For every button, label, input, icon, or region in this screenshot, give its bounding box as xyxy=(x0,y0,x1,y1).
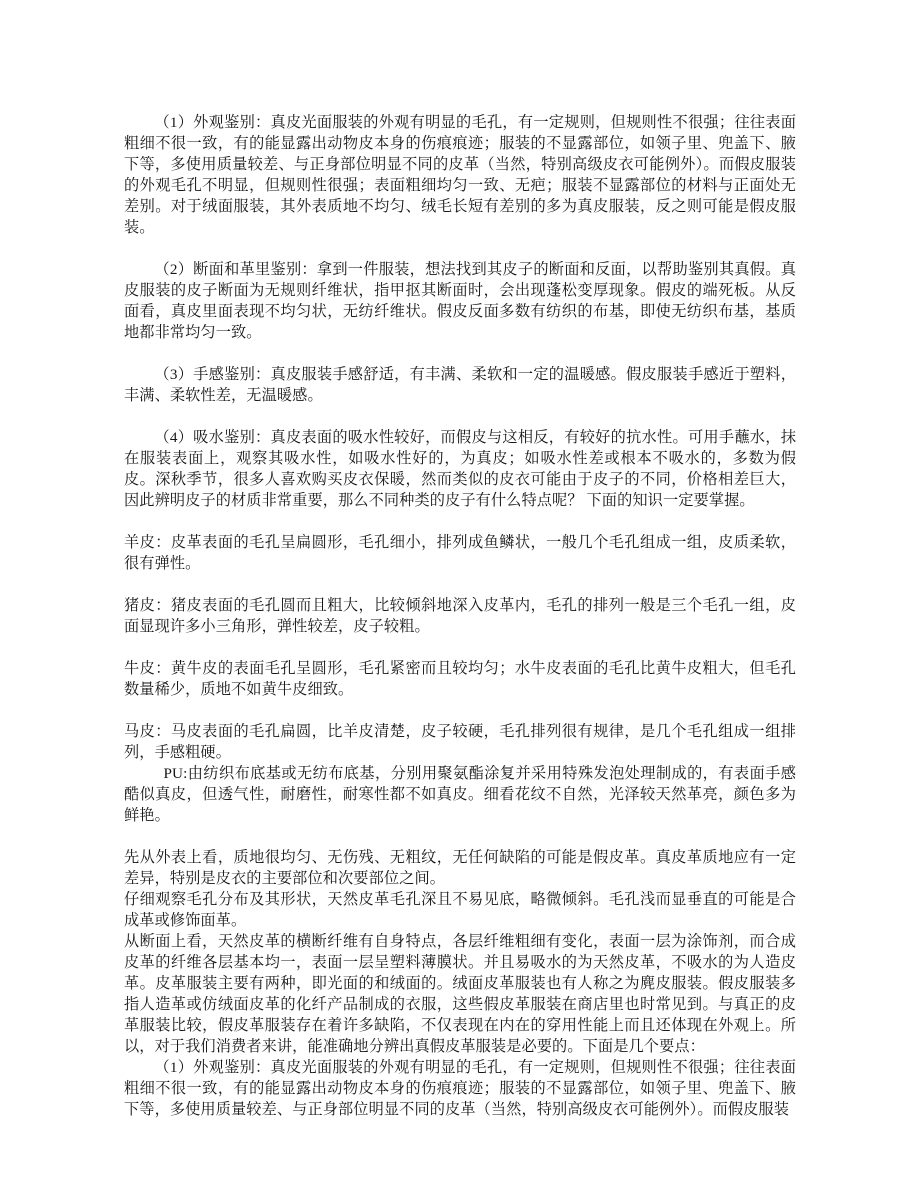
paragraph-p4-water: （4）吸水鉴别：真皮表面的吸水性较好，而假皮与这相反，有较好的抗水性。可用手蘸水，抹在服装表面上，观察其吸水性，如吸水性好的，为真皮；如吸水性差或根本不吸水的，多数为假皮。深秋季节，很多人喜欢购买皮衣保暖，然而类似的皮衣可能由于皮子的不同，价格相差巨大，因此辨明皮子的材质非常重要，那么不同种类的皮子有什么特点呢？ 下面的知识一定要掌握。 xyxy=(124,429,796,509)
paragraph-p10-appearance-check: 先从外表上看，质地很均匀、无伤残、无粗纹，无任何缺陷的可能是假皮革。真皮革质地应有一定差异，特别是皮衣的主要部位和次要部位之间。 xyxy=(124,849,796,887)
paragraph-p6-pig: 猪皮：猪皮表面的毛孔圆而且粗大，比较倾斜地深入皮革内，毛孔的排列一般是三个毛孔一组，皮面显现许多小三角形，弹性较差，皮子较粗。 xyxy=(124,597,796,635)
paragraph-p5-sheep: 羊皮：皮革表面的毛孔呈扁圆形，毛孔细小，排列成鱼鳞状，一般几个毛孔组成一组，皮质柔软，很有弹性。 xyxy=(124,534,796,572)
paragraph-spacer xyxy=(124,826,796,847)
paragraph-p7-cow: 牛皮：黄牛皮的表面毛孔呈圆形，毛孔紧密而且较均匀；水牛皮表面的毛孔比黄牛皮粗大，但毛孔数量稀少，质地不如黄牛皮细致。 xyxy=(124,660,796,698)
paragraph-p9-pu: PU:由纺织布底基或无纺布底基，分别用聚氨酯涂复并采用特殊发泡处理制成的，有表面手感酷似真皮，但透气性，耐磨性，耐寒性都不如真皮。细看花纹不自然，光泽较天然革亮，颜色多为鲜艳。 xyxy=(124,765,796,824)
paragraph-spacer xyxy=(124,637,796,658)
paragraph-p1-appearance: （1）外观鉴别：真皮光面服装的外观有明显的毛孔，有一定规则，但规则性不很强；往往表面粗细不很一致，有的能显露出动物皮本身的伤痕痕迹；服装的不显露部位，如领子里、兜盖下、腋下等，多使用质量较差、与正身部位明显不同的皮革（当然，特别高级皮衣可能例外）。而假皮服装的外观毛孔不明显，但规则性很强；表面粗细均匀一致、无疤；服装不显露部位的材料与正面处无差别。对于绒面服装，其外表质地不均匀、绒毛长短有差别的多为真皮服装，反之则可能是假皮服装。 xyxy=(124,114,796,236)
document-text-body xyxy=(124,112,796,1120)
paragraph-p11-pores: 仔细观察毛孔分布及其形状，天然皮革毛孔深且不易见底，略微倾斜。毛孔浅而显垂直的可能是合成革或修饰面革。 xyxy=(124,891,796,929)
paragraph-spacer xyxy=(124,511,796,532)
paragraph-spacer xyxy=(124,574,796,595)
paragraph-p2-section-lining: （2）断面和革里鉴别：拿到一件服装，想法找到其皮子的断面和反面，以帮助鉴别其真假。真皮服装的皮子断面为无规则纤维状，指甲抠其断面时，会出现蓬松变厚现象。假皮的端死板。从反面看，真皮里面表现不均匀状，无纺纤维状。假皮反面多数有纺织的布基，即使无纺织布基，基质地都非常均匀一致。 xyxy=(124,261,796,341)
paragraph-spacer xyxy=(124,238,796,259)
paragraph-p12-cross-section: 从断面上看，天然皮革的横断纤维有自身特点，各层纤维粗细有变化，表面一层为涂饰剂，而合成皮革的纤维各层基本均一，表面一层呈塑料薄膜状。并且易吸水的为天然皮革，不吸水的为人造皮革。皮革服装主要有两种，即光面的和绒面的。绒面皮革服装也有人称之为麂皮服装。假皮服装多指人造革或仿绒面皮革的化纤产品制成的衣服，这些假皮革服装在商店里也时常见到。与真正的皮革服装比较，假皮革服装存在着许多缺陷，不仅表现在内在的穿用性能上而且还体现在外观上。所以，对于我们消费者来讲，能准确地分辨出真假皮革服装是必要的。下面是几个要点： xyxy=(124,933,796,1055)
paragraph-spacer xyxy=(124,343,796,364)
paragraph-p13-appearance-repeat: （1）外观鉴别：真皮光面服装的外观有明显的毛孔，有一定规则，但规则性不很强；往往表面粗细不很一致，有的能显露出动物皮本身的伤痕痕迹；服装的不显露部位，如领子里、兜盖下、腋下等，多使用质量较差、与正身部位明显不同的皮革（当然，特别高级皮衣可能例外）。而假皮服装 xyxy=(124,1059,796,1118)
paragraph-p8-horse: 马皮：马皮表面的毛孔扁圆，比羊皮清楚，皮子较硬，毛孔排列很有规律，是几个毛孔组成一组排列，手感粗硬。 xyxy=(124,723,796,761)
paragraph-p3-touch: （3）手感鉴别：真皮服装手感舒适，有丰满、柔软和一定的温暖感。假皮服装手感近于塑料，丰满、柔软性差，无温暖感。 xyxy=(124,366,796,404)
paragraph-spacer xyxy=(124,700,796,721)
paragraph-spacer xyxy=(124,406,796,427)
